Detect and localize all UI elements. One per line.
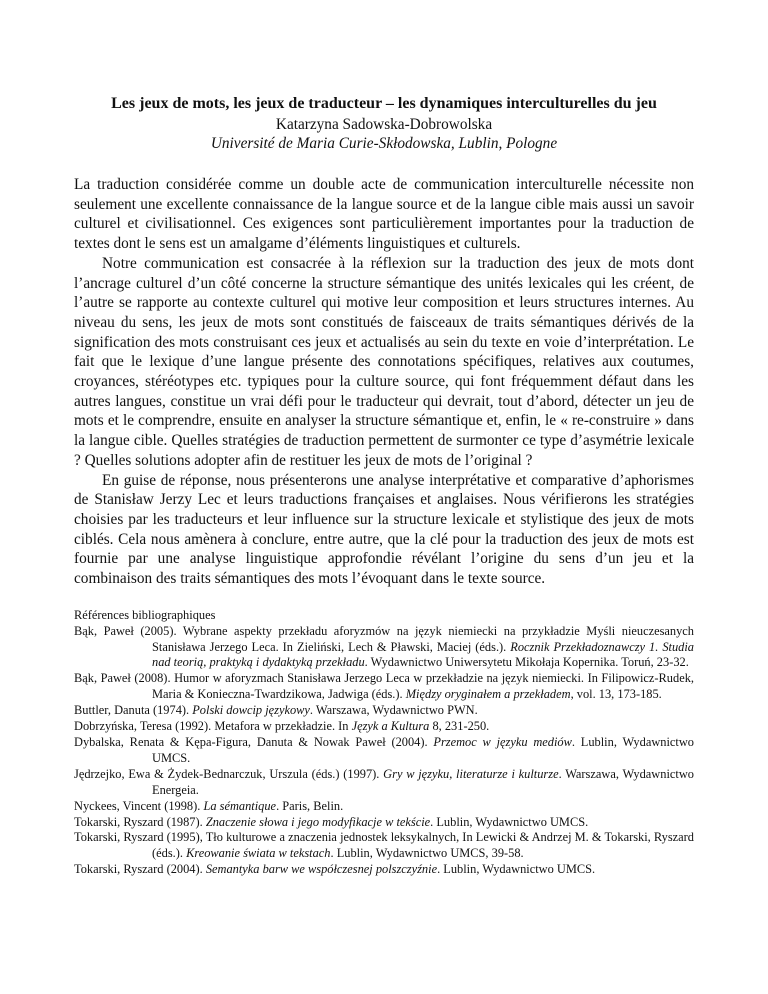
reference-text: Tokarski, Ryszard (2004).	[74, 862, 206, 877]
reference-title: Semantyka barw we współczesnej polszczyźnie	[205, 862, 438, 877]
reference-text: Tokarski, Ryszard (1995), Tło kulturowe a znaczenia jednostek leksykalnych, In Lewicki & Andrzej M. & Tokarski, Ryszard (éds.).	[74, 830, 694, 861]
reference-text: Jędrzejko, Ewa & Żydek-Bednarczuk, Urszula (éds.) (1997).	[74, 766, 384, 781]
reference-item	[74, 671, 694, 703]
reference-text: . Lublin, Wydawnictwo UMCS.	[437, 862, 596, 877]
reference-item	[74, 624, 694, 672]
reference-item	[74, 815, 694, 831]
reference-text: . Warszawa, Wydawnictwo Energeia.	[152, 766, 694, 797]
reference-text: Tokarski, Ryszard (1987).	[74, 814, 206, 829]
reference-item	[74, 830, 694, 862]
reference-item	[74, 735, 694, 767]
reference-item	[74, 703, 694, 719]
reference-title: Rocznik Przekładoznawczy 1. Studia nad teorią, praktyką i dydaktyką przekładu	[152, 639, 694, 670]
reference-title: Znaczenie słowa i jego modyfikacje w tekście	[205, 814, 431, 829]
reference-text: . Warszawa, Wydawnictwo PWN.	[309, 703, 478, 718]
reference-text: . Lublin, Wydawnictwo UMCS.	[152, 735, 694, 765]
reference-text: Dybalska, Renata & Kępa-Figura, Danuta & Nowak Paweł (2004).	[74, 735, 434, 750]
page-title: Les jeux de mots, les jeux de traducteur – les dynamiques interculturelles du jeu	[111, 95, 657, 112]
reference-text: Bąk, Paweł (2005). Wybrane aspekty przekładu aforyzmów na język niemiecki na przykładzie Myśli nieuczesanych Stanisława Jerzego Leca. In Zieliński, Lech & Pławski, Maciej (éds.).	[74, 623, 694, 654]
reference-text: , vol. 13, 173-185.	[570, 687, 662, 702]
reference-text: Dobrzyńska, Teresa (1992). Metafora w przekładzie. In	[74, 719, 352, 734]
reference-text: Bąk, Paweł (2008). Humor w aforyzmach Stanisława Jerzego Leca w przekładzie na język niemiecki. In Filipowicz-Rudek, Maria & Konieczna-Twardzikowa, Jadwiga (éds.).	[74, 671, 694, 702]
references-section	[74, 608, 694, 878]
abstract-body	[74, 175, 694, 589]
reference-item	[74, 767, 694, 799]
abstract-paragraph: En guise de réponse, nous présenterons une analyse interprétative et comparative d’aphorismes de Stanisław Jerzy Lec et leurs traductions françaises et anglaises. Nous vérifierons les stratégies choisies par les traducteurs et leur influence sur la structure lexicale et stylistique des jeux de mots ciblés. Cela nous amènera à conclure, entre autre, que la clé pour la traduction des jeux de mots est fournie par une analyse linguistique approfondie révélant l’origine du sens d’un jeu et la combinaison des traits sémantiques des mots l’évoquant dans le texte source.	[74, 471, 694, 588]
reference-title: Przemoc w języku mediów	[433, 735, 572, 750]
references-heading: Références bibliographiques	[74, 607, 216, 622]
reference-title: Między oryginałem a przekładem	[405, 687, 571, 702]
reference-title: Język a Kultura	[351, 719, 430, 734]
abstract-paragraph: Notre communication est consacrée à la réflexion sur la traduction des jeux de mots dont l’ancrage culturel d’un côté concerne la structure sémantique des unités lexicales qui les créent, de l’autre se rapporte au contexte culturel qui motive leur composition et leurs structures internes. Au niveau du sens, les jeux de mots sont constitués de faisceaux de traits sémantiques dérivés de la signification des mots construisant ces jeux et actualisés au sein du texte en voie d’interprétation. Le fait que le lexique d’une langue présente des connotations spécifiques, relatives aux coutumes, croyances, stéréotypes etc. typiques pour la culture source, qui font fréquemment défaut dans les autres langues, constitue un vrai défi pour le traducteur qui devrait, tout d’abord, détecter un jeu de mots et le comprendre, ensuite en analyser la structure sémantique et, enfin, le « re-construire » dans la langue cible. Quelles stratégies de traduction permettent de surmonter ce type d’asymétrie lexicale ? Quelles solutions adopter afin de restituer les jeux de mots de l’original ?	[74, 254, 694, 469]
reference-title: Polski dowcip językowy	[192, 703, 310, 718]
abstract-paragraph: La traduction considérée comme un double acte de communication interculturelle nécessite non seulement une excellente connaissance de la langue source et de la langue cible mais aussi un savoir culturel et civilisationnel. Ces exigences sont particulièrement importantes pour la traduction de textes dont le sens est un amalgame d’éléments linguistiques et culturels.	[74, 176, 694, 253]
reference-list	[74, 624, 694, 879]
reference-item	[74, 719, 694, 735]
reference-title: Kreowanie świata w tekstach	[186, 846, 331, 861]
reference-title: Gry w języku, literaturze i kulturze	[383, 766, 559, 781]
document-page	[74, 94, 694, 878]
reference-text: . Wydawnictwo Uniwersytetu Mikołaja Kopernika. Toruń, 23-32.	[364, 655, 689, 670]
reference-text: . Paris, Belin.	[276, 798, 344, 813]
reference-item	[74, 799, 694, 815]
author-name: Katarzyna Sadowska-Dobrowolska	[275, 116, 493, 133]
reference-text: 8, 231-250.	[429, 719, 490, 734]
reference-text: . Lublin, Wydawnictwo UMCS, 39-58.	[330, 846, 524, 861]
author-affiliation: Université de Maria Curie-Skłodowska, Lublin, Pologne	[210, 135, 558, 152]
reference-title: La sémantique	[203, 798, 277, 813]
reference-text: Buttler, Danuta (1974).	[74, 703, 193, 718]
reference-item	[74, 862, 694, 878]
reference-text: Nyckees, Vincent (1998).	[74, 798, 204, 813]
reference-text: . Lublin, Wydawnictwo UMCS.	[430, 814, 589, 829]
